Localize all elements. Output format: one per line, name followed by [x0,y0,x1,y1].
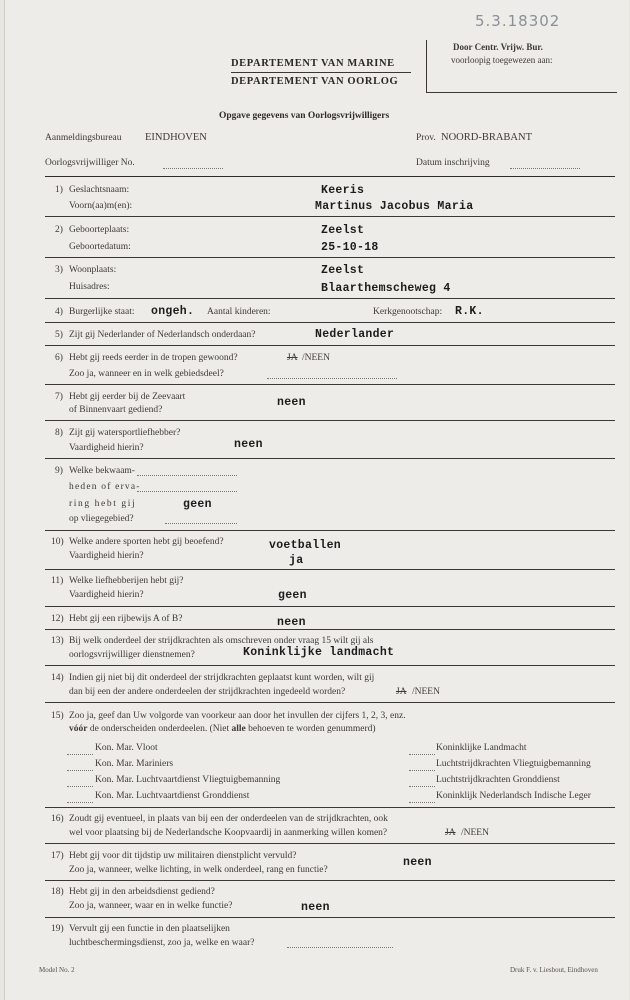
q5-number: 5) [55,330,63,340]
archive-number: 5.3.18302 [475,12,561,30]
registration-date-line [510,168,580,169]
q10-value-skill: ja [289,554,304,567]
q16-number: 16) [51,814,64,824]
q12-label: Hebt gij een rijbewijs A of B? [69,614,183,624]
q15-option-landmacht: Koninklijke Landmacht [436,743,527,753]
q14-line2: dan bij een der andere onderdeelen der strijdkrachten ingedeeld worden? [69,687,346,697]
q15-number: 15) [51,711,64,721]
q7-number: 7) [55,392,63,402]
q16-suffix: /NEEN [461,828,489,838]
q5-value: Nederlander [315,328,395,341]
q2-label-birthplace: Geboorteplaats: [69,225,130,235]
row-divider [45,917,615,918]
q16-line2: wel voor plaatsing bij de Nederlandsche Koopvaardij in aanmerking willen komen? [69,828,388,838]
volunteer-number-line [163,168,223,169]
q17-line1: Hebt gij voor dit tijdstip uw militairen dienstplicht vervuld? [69,851,297,861]
row-divider [45,569,615,570]
q1-label-firstnames: Voorn(aa)m(en): [69,201,133,211]
q18-line2: Zoo ja, wanneer, waar en in welke functie? [69,901,233,911]
q2-birthplace-value: Zeelst [321,224,365,237]
q2-birthdate-value: 25-10-18 [321,241,379,254]
q6-label-when: Zoo ja, wanneer en in welk gebiedsdeel? [69,369,224,379]
q19-answer-line [287,947,393,948]
form-title: Opgave gegevens van Oorlogsvrijwilligers [219,111,390,121]
q16-line1: Zoudt gij eventueel, in plaats van bij een der onderdeelen van de strijdkrachten, ook [69,814,388,824]
q8-value: neen [234,438,263,451]
q3-label-address: Huisadres: [69,282,110,292]
q14-number: 14) [51,673,64,683]
row-divider [45,665,615,666]
bureau-value: EINDHOVEN [145,132,207,143]
q5-label: Zijt gij Nederlander of Nederlandsch onderdaan? [69,330,256,340]
row-divider [45,298,615,299]
q17-line2: Zoo ja, wanneer, welke lichting, in welk onderdeel, rang en functie? [69,865,328,875]
q18-value: neen [301,901,330,914]
q1-label-surname: Geslachtsnaam: [69,185,130,195]
q15-choice-line [67,754,93,755]
q15-choice-line [409,770,435,771]
q12-number: 12) [51,614,64,624]
q15-option-mar-luchtvaart-grond: Kon. Mar. Luchtvaartdienst Gronddienst [95,791,250,801]
q15-option-vloot: Kon. Mar. Vloot [95,743,158,753]
q8-label-a: Zijt gij watersportliefhebber? [69,428,181,438]
q10-label-a: Welke andere sporten hebt gij beoefend? [69,537,224,547]
q13-line1: Bij welk onderdeel der strijdkrachten als omschreven onder vraag 15 wilt gij als [69,636,374,646]
q18-line1: Hebt gij in den arbeidsdienst gediend? [69,887,215,897]
q15-line2-text: de onderscheiden onderdeelen. (Niet [89,724,230,734]
q7-label-a: Hebt gij eerder bij de Zeevaart [69,392,186,402]
q15-line2-bold2: alle [231,724,246,734]
row-divider [45,345,615,346]
q1-number: 1) [55,185,63,195]
q19-number: 19) [51,924,64,934]
assignment-box-line2: voorloopig toegewezen aan: [451,55,553,65]
q10-label-b: Vaardigheid hierin? [69,551,144,561]
q6-struck-option: JA [287,353,298,363]
q15-option-lsk-bemanning: Luchtstrijdkrachten Vliegtuigbemanning [436,759,591,769]
q6-suffix: /NEEN [302,353,330,363]
q15-line2-bold: vóór [69,724,88,734]
footer-printer: Druk F. v. Liesbout, Eindhoven [510,966,598,974]
q3-number: 3) [55,265,63,275]
q4-civil-status-value: ongeh. [151,305,195,318]
row-divider [45,322,615,323]
q4-label-children: Aantal kinderen: [207,307,271,317]
q17-number: 17) [51,851,64,861]
q13-number: 13) [51,636,64,646]
q9-line3: ring hebt gij [69,499,137,509]
q15-line2 [69,724,376,734]
dept-marine: DEPARTEMENT VAN MARINE [231,58,395,69]
q9-answer-line [165,523,237,524]
registration-date-label: Datum inschrijving [416,158,490,168]
row-divider [45,420,615,421]
q14-struck-option: JA [396,687,407,697]
form-sheet [4,0,629,1000]
dept-divider [231,72,411,73]
q13-line2: oorlogsvrijwilliger dienstnemen? [69,650,195,660]
q3-residence-value: Zeelst [321,264,365,277]
q15-option-knil: Koninklijk Nederlandsch Indische Leger [436,791,591,801]
q19-line2: luchtbeschermingsdienst, zoo ja, welke en waar? [69,938,255,948]
q15-choice-line [67,770,93,771]
province-value: NOORD-BRABANT [441,132,533,143]
row-divider [45,807,615,808]
q9-value: geen [183,498,212,511]
q15-line2-end: behoeven te worden genummerd) [248,724,376,734]
q7-value: neen [277,396,306,409]
footer-model-number: Model No. 2 [39,966,75,974]
row-divider [45,458,615,459]
q19-line1: Vervult gij een functie in den plaatselijken [69,924,230,934]
q9-number: 9) [55,466,63,476]
section-divider [45,176,615,177]
q15-option-lsk-grond: Luchtstrijdkrachten Gronddienst [436,775,560,785]
row-divider [45,606,615,607]
q2-label-birthdate: Geboortedatum: [69,242,131,252]
q4-denomination-value: R.K. [455,305,484,318]
q11-label-b: Vaardigheid hierin? [69,590,144,600]
row-divider [45,530,615,531]
q8-number: 8) [55,428,63,438]
q9-line4: op vliegegebied? [69,514,134,524]
q18-number: 18) [51,887,64,897]
row-divider [45,702,615,703]
q10-value-sport: voetballen [269,539,342,552]
q11-value: geen [278,589,307,602]
q6-number: 6) [55,353,63,363]
q14-line1: Indien gij niet bij dit onderdeel der strijdkrachten geplaatst kunt worden, wilt gij [69,673,375,683]
row-divider [45,384,615,385]
row-divider [45,880,615,881]
q15-option-mar-luchtvaart-bemanning: Kon. Mar. Luchtvaartdienst Vliegtuigbemanning [95,775,281,785]
q8-label-b: Vaardigheid hierin? [69,443,144,453]
row-divider [45,216,615,217]
q17-value: neen [403,856,432,869]
q15-choice-line [409,754,435,755]
q6-answer-line [267,378,397,379]
q4-label-denomination: Kerkgenootschap: [373,307,443,317]
q9-answer-line [137,475,237,476]
q13-value: Koninklijke landmacht [243,646,395,659]
q15-line1: Zoo ja, geef dan Uw volgorde van voorkeur aan door het invullen der cijfers 1, 2, 3, enz. [69,711,406,721]
row-divider [45,629,615,630]
q12-value: neen [277,616,306,629]
dept-oorlog: DEPARTEMENT VAN OORLOG [231,76,399,87]
q15-choice-line [67,802,93,803]
q15-choice-line [409,786,435,787]
q10-number: 10) [51,537,64,547]
q7-label-b: of Binnenvaart gediend? [69,405,163,415]
assignment-box-line1: Door Centr. Vrijw. Bur. [453,42,543,52]
q9-line2: heden of erva- [69,482,141,492]
q11-number: 11) [51,576,64,586]
q3-label-residence: Woonplaats: [69,265,117,275]
q15-option-mariniers: Kon. Mar. Mariniers [95,759,174,769]
q2-number: 2) [55,225,63,235]
q4-label-civil-status: Burgerlijke staat: [69,307,135,317]
q1-surname-value: Keeris [321,184,365,197]
q15-choice-line [409,802,435,803]
row-divider [45,257,615,258]
q1-firstnames-value: Martinus Jacobus Maria [315,200,474,213]
q4-number: 4) [55,307,63,317]
q11-label-a: Welke liefhebberijen hebt gij? [69,576,184,586]
q9-line1: Welke bekwaam- [69,466,135,476]
q3-address-value: Blaarthemscheweg 4 [321,282,451,295]
bureau-label: Aanmeldingsbureau [45,133,122,143]
q14-suffix: /NEEN [412,687,440,697]
volunteer-number-label: Oorlogsvrijwilliger No. [45,158,135,168]
q16-struck-option: JA [445,828,456,838]
q6-label-tropics: Hebt gij reeds eerder in de tropen gewoond? [69,353,238,363]
q15-choice-line [67,786,93,787]
q9-answer-line [137,491,237,492]
province-label: Prov. [416,133,436,143]
row-divider [45,843,615,844]
